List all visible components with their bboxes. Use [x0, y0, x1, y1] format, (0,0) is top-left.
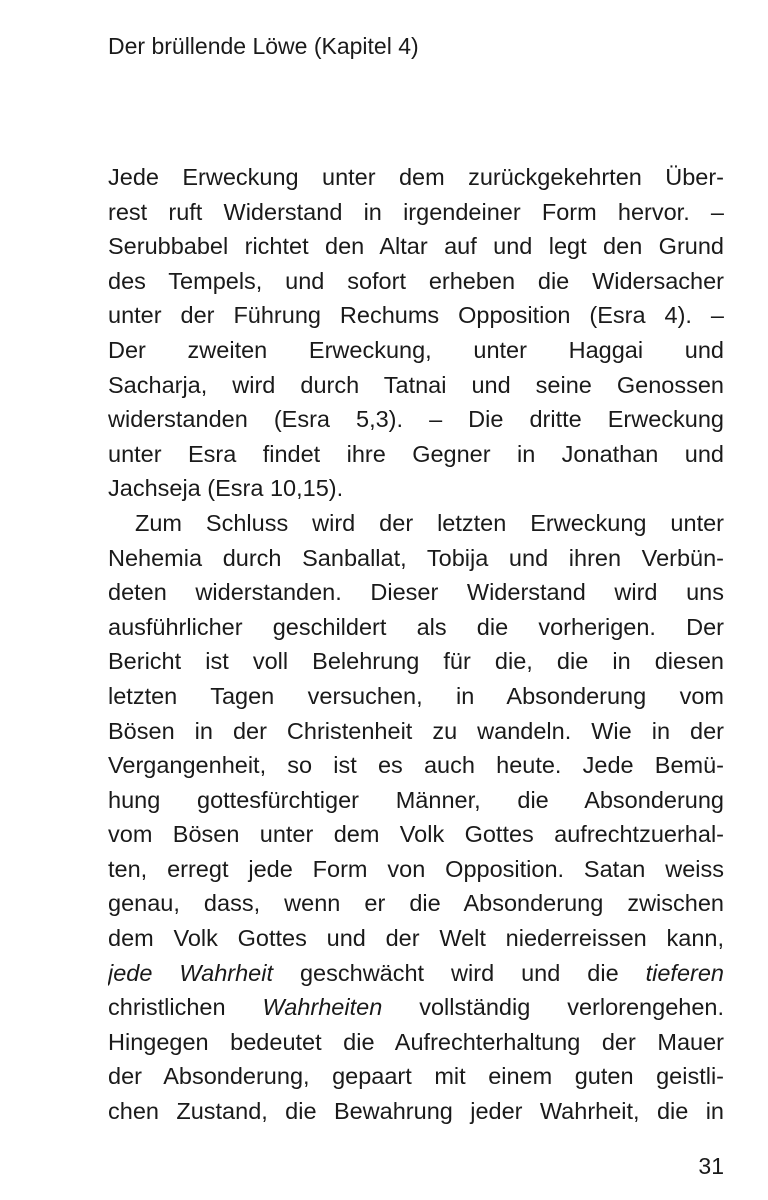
- text-line: unter Esra findet ihre Gegner in Jonathan und: [108, 440, 724, 467]
- text-line: Sacharja, wird durch Tatnai und seine Genossen: [108, 371, 724, 398]
- text-line: letzten Tagen versuchen, in Absonderung vom: [108, 682, 724, 709]
- running-head: Der brüllende Löwe (Kapitel 4): [108, 33, 419, 59]
- text-line: dem Volk Gottes und der Welt niederreissen kann,: [108, 925, 724, 952]
- text-line: Jede Erweckung unter dem zurückgekehrten Über-: [108, 164, 724, 190]
- text-line: Jachseja (Esra 10,15).: [108, 475, 344, 502]
- text-line: [108, 990, 724, 1025]
- text-run: christlichen: [108, 994, 263, 1021]
- body-text: [108, 160, 724, 1129]
- text-line: der Absonderung, gepaart mit einem guten geistli-: [108, 1063, 724, 1090]
- text-line: chen Zustand, die Bewahrung jeder Wahrheit, die in: [108, 1098, 724, 1125]
- text-line: ten, erregt jede Form von Opposition. Satan weiss: [108, 855, 724, 882]
- text-line: Bösen in der Christenheit zu wandeln. Wie in der: [108, 717, 724, 744]
- text-line: hung gottesfürchtiger Männer, die Absonderung: [108, 786, 724, 813]
- text-line: Zum Schluss wird der letzten Erweckung unter: [135, 509, 724, 536]
- text-line: ausführlicher geschildert als die vorherigen. Der: [108, 613, 724, 640]
- text-line: Hingegen bedeutet die Aufrechterhaltung der Mauer: [108, 1028, 724, 1055]
- text-line: Der zweiten Erweckung, unter Haggai und: [108, 336, 724, 363]
- text-line: vom Bösen unter dem Volk Gottes aufrechtzuerhal-: [108, 821, 724, 848]
- text-line: [108, 956, 724, 991]
- text-line: Bericht ist voll Belehrung für die, die in diesen: [108, 648, 724, 675]
- text-run: geschwächt wird und die: [273, 959, 646, 986]
- text-line: genau, dass, wenn er die Absonderung zwischen: [108, 890, 724, 917]
- text-line: Nehemia durch Sanballat, Tobija und ihren Verbün-: [108, 544, 724, 571]
- emphasis: Wahrheiten: [262, 994, 383, 1021]
- emphasis: jede Wahrheit: [108, 959, 274, 986]
- text-line: unter der Führung Rechums Opposition (Esra 4). –: [108, 302, 724, 329]
- text-line: rest ruft Widerstand in irgendeiner Form hervor. –: [108, 198, 724, 225]
- text-run: vollständig verlorengehen.: [382, 994, 724, 1021]
- text-line: Serubbabel richtet den Altar auf und legt den Grund: [108, 233, 724, 260]
- text-line: des Tempels, und sofort erheben die Widersacher: [108, 267, 724, 294]
- text-line: widerstanden (Esra 5,3). – Die dritte Erweckung: [108, 406, 724, 433]
- text-line: Vergangenheit, so ist es auch heute. Jede Bemü-: [108, 752, 724, 779]
- text-line: deten widerstanden. Dieser Widerstand wird uns: [108, 579, 724, 606]
- emphasis: tieferen: [645, 959, 724, 986]
- page-number: 31: [698, 1153, 724, 1179]
